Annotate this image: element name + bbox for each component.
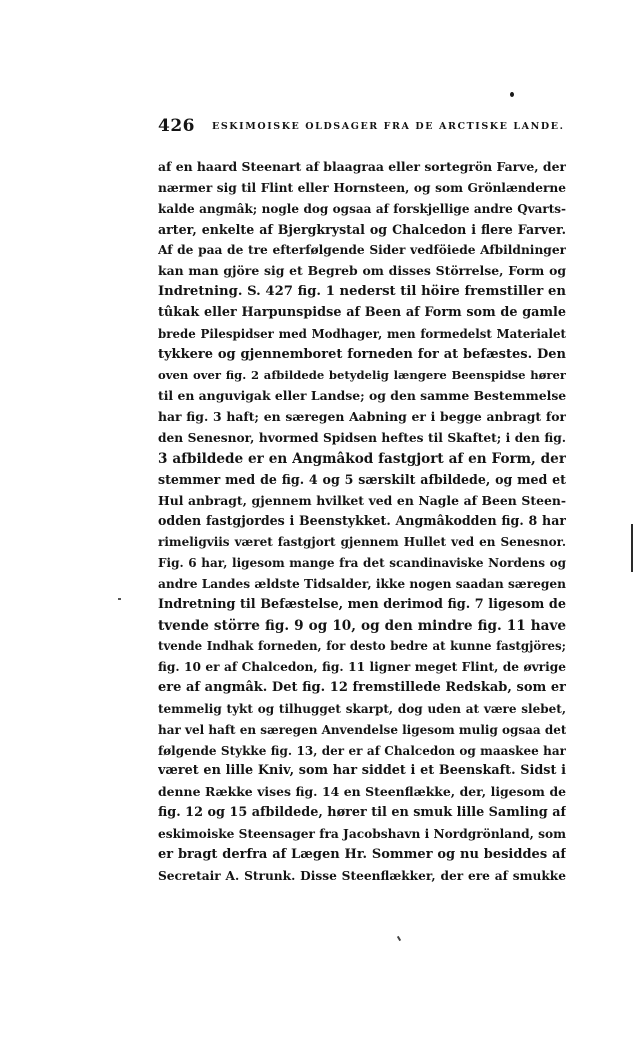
text-line: den Senesnor, hvormed Spidsen heftes til Skaftet; i den fig. [158, 430, 566, 445]
margin-mark [631, 524, 633, 572]
text-line: ere af angmâk. Det fig. 12 fremstillede Redskab, som er [158, 680, 566, 696]
running-head: ESKIMOISKE OLDSAGER FRA DE ARCTISKE LANDE. [212, 121, 565, 132]
text-line: kalde angmâk; nogle dog ogsaa af forskjellige andre Qvarts- [158, 201, 566, 216]
text-line: nærmer sig til Flint eller Hornsteen, og som Grönlænderne [158, 180, 566, 195]
margin-speck [118, 598, 121, 600]
text-line: andre Landes ældste Tidsalder, ikke nogen saadan særegen [158, 576, 566, 591]
text-line: har vel haft en særegen Anvendelse ligesom mulig ogsaa det [158, 722, 566, 737]
text-line: rimeligviis været fastgjort gjennem Hullet ved en Senesnor. [158, 535, 566, 550]
text-line: fig. 10 er af Chalcedon, fig. 11 ligner meget Flint, de øvrige [158, 660, 566, 675]
page-header [158, 116, 578, 140]
text-line: følgende Stykke fig. 13, der er af Chalcedon og maaskee har [158, 743, 566, 758]
text-line: Secretair A. Strunk. Disse Steenflækker, der ere af smukke [158, 868, 566, 883]
text-line: Indretning til Befæstelse, men derimod fig. 7 ligesom de [158, 596, 566, 612]
text-line: Af de paa de tre efterfølgende Sider vedföiede Afbildninger [158, 243, 566, 258]
page-number: 426 [158, 116, 195, 136]
text-line: oven over fig. 2 afbildede betydelig længere Beenspidse hører [158, 368, 566, 383]
text-line: Fig. 6 har, ligesom mange fra det scandinaviske Nordens og [158, 556, 566, 571]
text-line: tvende större fig. 9 og 10, og den mindre fig. 11 have [158, 617, 566, 634]
text-line: til en anguvigak eller Landse; og den samme Bestemmelse [158, 388, 566, 404]
text-line: brede Pilespidser med Modhager, men formedelst Materialet [158, 326, 566, 341]
text-line: 3 afbildede er en Angmâkod fastgjort af en Form, der [158, 450, 566, 467]
text-line: fig. 12 og 15 afbildede, hører til en smuk lille Samling af [158, 805, 566, 821]
text-line: tvende Indhak forneden, for desto bedre at kunne fastgjöres; [158, 639, 566, 654]
text-line: temmelig tykt og tilhugget skarpt, dog uden at være slebet, [158, 701, 566, 716]
text-line: tûkak eller Harpunspidse af Been af Form som de gamle [158, 304, 566, 320]
text-line: af en haard Steenart af blaagraa eller sortegrön Farve, der [158, 159, 566, 174]
ink-speck [510, 92, 514, 97]
text-line: Indretning. S. 427 fig. 1 nederst til höire fremstiller en [158, 284, 566, 300]
text-line: eskimoiske Steensager fra Jacobshavn i Nordgrönland, som [158, 827, 566, 841]
text-line: har fig. 3 haft; en særegen Aabning er i begge anbragt for [158, 409, 566, 425]
text-line: denne Række vises fig. 14 en Steenflække, der, ligesom de [158, 784, 566, 800]
body-text [158, 157, 566, 887]
text-line: er bragt derfra af Lægen Hr. Sommer og nu besiddes af [158, 846, 566, 862]
text-line: odden fastgjordes i Beenstykket. Angmâkodden fig. 8 har [158, 513, 566, 529]
text-line: stemmer med de fig. 4 og 5 særskilt afbildede, og med et [158, 471, 566, 487]
text-line: tykkere og gjennemboret forneden for at befæstes. Den [158, 346, 566, 362]
text-line: Hul anbragt, gjennem hvilket ved en Nagle af Been Steen- [158, 492, 566, 508]
text-line: arter, enkelte af Bjergkrystal og Chalcedon i flere Farver. [158, 221, 566, 237]
text-line: været en lille Kniv, som har siddet i et Beenskaft. Sidst i [158, 763, 566, 779]
text-line: kan man gjöre sig et Begreb om disses Störrelse, Form og [158, 263, 566, 279]
ink-speck-bottom [397, 936, 401, 941]
